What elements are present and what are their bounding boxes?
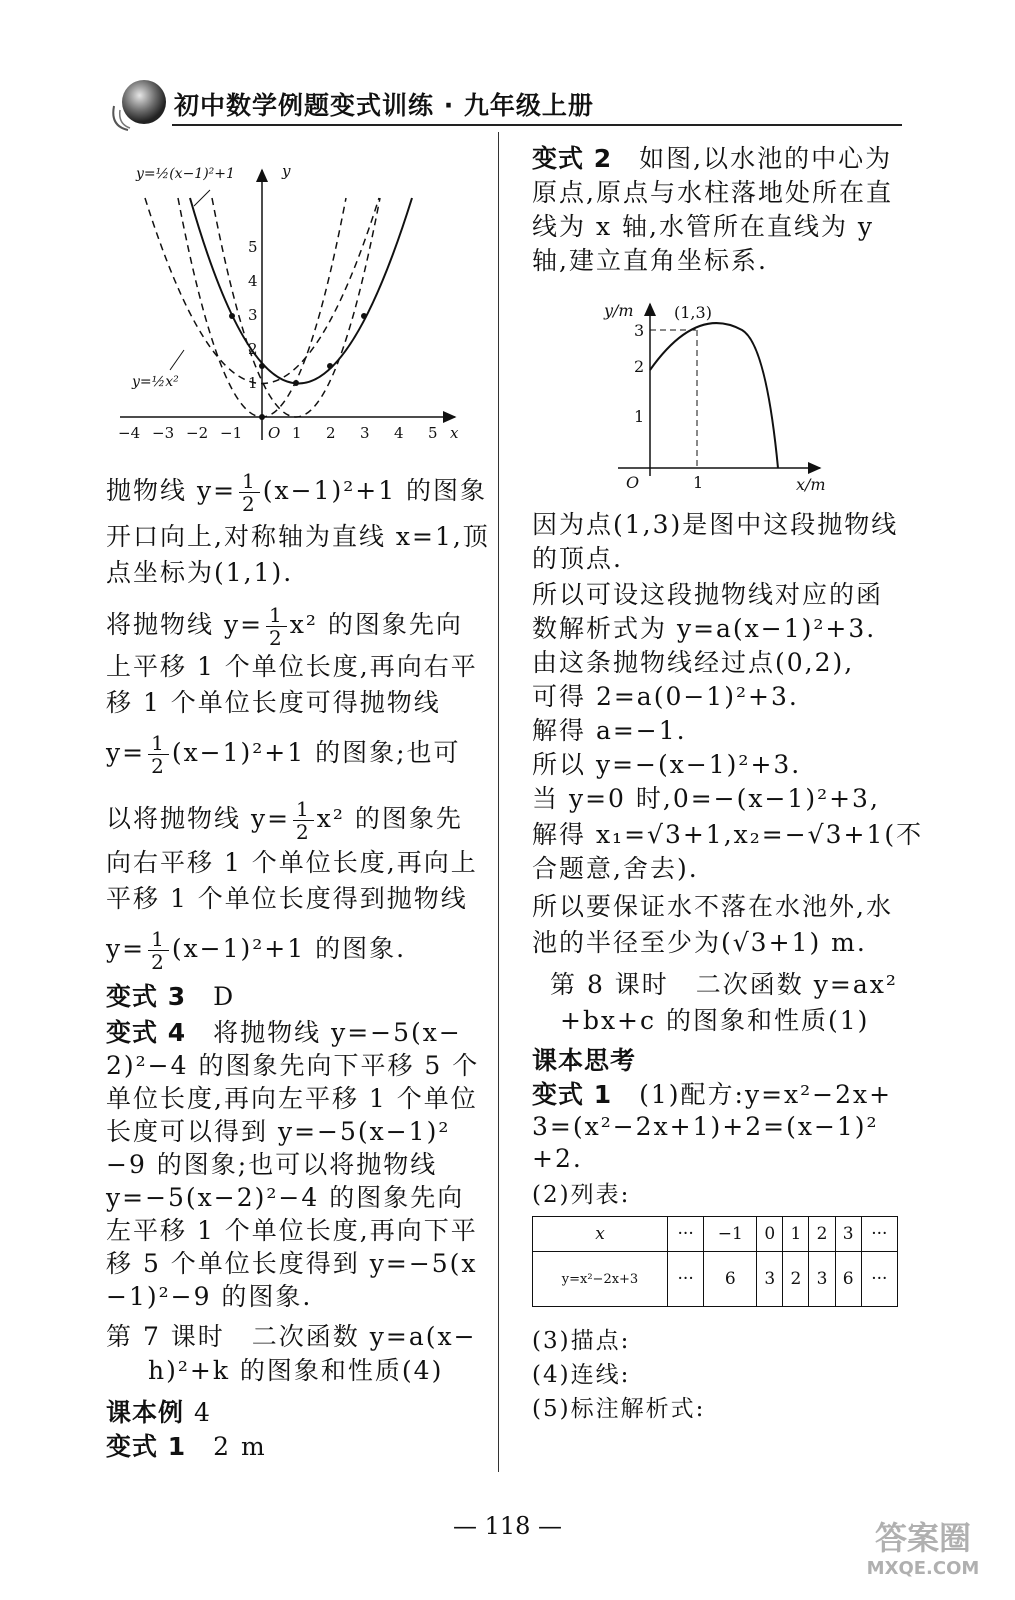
- y-tick: 2: [634, 357, 645, 376]
- left-p2-line8: y= $\frac{1}{2}$ (x−1)²+1 的图象.: [106, 927, 407, 974]
- right-sol-line1: 因为点(1,3)是图中这段抛物线: [532, 510, 899, 539]
- y-tick: 1: [634, 407, 645, 426]
- lesson7-title-line2: h)²+k 的图象和性质(4): [148, 1356, 444, 1385]
- header-rule: [172, 124, 902, 126]
- curve-target: [190, 198, 412, 384]
- left-v4-line2: 2)²−4 的图象先向下平移 5 个: [106, 1051, 480, 1080]
- x-tick: 5: [428, 424, 438, 442]
- left-p2-line4: y= $\frac{1}{2}$ (x−1)²+1 的图象;也可: [106, 731, 461, 778]
- right-v2-line4: 轴,建立直角坐标系.: [532, 246, 768, 275]
- y-tick: 3: [248, 306, 258, 324]
- origin-label: O: [268, 424, 281, 442]
- right-sol-line4: 数解析式为 y=a(x−1)²+3.: [532, 614, 877, 643]
- left-p1-line1: 抛物线 y= $\frac{1}{2}$ (x−1)²+1 的图象: [106, 469, 488, 516]
- origin-label: O: [626, 473, 640, 492]
- table-row: [533, 1217, 898, 1252]
- left-p2-line7: 平移 1 个单位长度得到抛物线: [106, 884, 468, 913]
- table-cell: y=x²−2x+3: [533, 1252, 668, 1307]
- right-sol-line11: 合题意,舍去).: [532, 854, 699, 883]
- left-v1: 变式 1 2 m: [106, 1432, 267, 1461]
- left-p2-line3: 移 1 个单位长度可得抛物线: [106, 688, 441, 717]
- x-tick: 2: [326, 424, 336, 442]
- left-p1-line3: 点坐标为(1,1).: [106, 558, 294, 587]
- left-v4-line8: 移 5 个单位长度得到 y=−5(x: [106, 1249, 478, 1278]
- right-sol-line7: 解得 a=−1.: [532, 716, 687, 745]
- x-tick: −3: [152, 424, 175, 442]
- x-tick: −4: [118, 424, 141, 442]
- right-sol-line10: 解得 x₁=√3+1,x₂=−√3+1(不: [532, 820, 924, 849]
- value-table: [532, 1216, 898, 1307]
- right-sol-line8: 所以 y=−(x−1)²+3.: [532, 750, 802, 779]
- right-v1-line1: 变式 1 (1)配方:y=x²−2x+: [532, 1080, 893, 1109]
- right-sol-line12: 所以要保证水不落在水池外,水: [532, 892, 893, 921]
- left-v4-line9: −1)²−9 的图象.: [106, 1282, 313, 1311]
- y-tick: 5: [248, 238, 258, 256]
- table-cell: −1: [704, 1217, 757, 1252]
- right-v2-line1: 变式 2 如图,以水池的中心为: [532, 144, 893, 173]
- x-axis-label: x: [450, 424, 459, 442]
- right-v2-line3: 线为 x 轴,水管所在直线为 y: [532, 212, 875, 241]
- left-v4-line3: 单位长度,再向左平移 1 个单位: [106, 1084, 478, 1113]
- left-p1-line2: 开口向上,对称轴为直线 x=1,顶: [106, 522, 490, 551]
- table-cell: 6: [704, 1252, 757, 1307]
- vertex-label: (1,3): [674, 303, 712, 322]
- lesson8-title-line1: 第 8 课时 二次函数 y=ax²: [550, 970, 898, 999]
- table-cell: 6: [835, 1252, 861, 1307]
- table-cell: ···: [861, 1217, 897, 1252]
- x-tick: 1: [292, 424, 302, 442]
- left-v4-line6: y=−5(x−2)²−4 的图象先向: [106, 1183, 465, 1212]
- table-cell: 3: [835, 1217, 861, 1252]
- graph1-labels: [118, 162, 459, 442]
- right-sol-line13: 池的半径至少为(√3+1) m.: [532, 928, 867, 957]
- right-sol-line9: 当 y=0 时,0=−(x−1)²+3,: [532, 784, 880, 813]
- fountain-curve: [650, 323, 778, 468]
- left-v4-line1: 变式 4 将抛物线 y=−5(x−: [106, 1018, 462, 1047]
- section-heading: 课本思考: [532, 1046, 637, 1075]
- x-axis-label: x/m: [796, 475, 826, 494]
- right-sol-line3: 所以可设这段抛物线对应的函: [532, 580, 884, 609]
- step-item: (4)连线:: [532, 1362, 631, 1388]
- right-sol-line6: 可得 2=a(0−1)²+3.: [532, 682, 799, 711]
- y-axis-label: y/m: [604, 301, 634, 320]
- x-tick: −2: [186, 424, 209, 442]
- left-p2-line6: 向右平移 1 个单位长度,再向上: [106, 848, 478, 877]
- right-sol-line5: 由这条抛物线经过点(0,2),: [532, 648, 855, 677]
- table-cell: 2: [783, 1252, 809, 1307]
- y-tick: 4: [248, 272, 258, 290]
- table-row: [533, 1252, 898, 1307]
- left-p2-line1: 将抛物线 y= $\frac{1}{2}$ x² 的图象先向: [106, 603, 463, 650]
- left-v4-line7: 左平移 1 个单位长度,再向下平: [106, 1216, 478, 1245]
- x-tick: −1: [220, 424, 243, 442]
- table-cell: 3: [809, 1252, 835, 1307]
- table-cell: 2: [809, 1217, 835, 1252]
- left-example: 课本例 4: [106, 1398, 212, 1427]
- y-tick: 1: [248, 374, 258, 392]
- curve-label-top: y=½(x−1)²+1: [136, 166, 235, 182]
- x-tick: 1: [693, 473, 704, 492]
- table-cell: x: [533, 1217, 668, 1252]
- left-v4-line4: 长度可以得到 y=−5(x−1)²: [106, 1117, 451, 1146]
- page-number: — 118 —: [452, 1512, 563, 1540]
- left-p2-line2: 上平移 1 个单位长度,再向右平: [106, 652, 478, 681]
- y-tick: 3: [634, 321, 645, 340]
- right-v1-line3: +2.: [532, 1144, 583, 1173]
- left-p2-line5: 以将抛物线 y= $\frac{1}{2}$ x² 的图象先: [106, 797, 463, 844]
- right-v2-line2: 原点,原点与水柱落地处所在直: [532, 178, 893, 207]
- table-cell: ···: [861, 1252, 897, 1307]
- step-item: (5)标注解析式:: [532, 1396, 706, 1422]
- header-logo: [108, 76, 168, 132]
- table-cell: 0: [757, 1217, 783, 1252]
- lesson8-title-line2: +bx+c 的图象和性质(1): [560, 1006, 870, 1035]
- table-cell: ···: [668, 1252, 704, 1307]
- left-v3: 变式 3 D: [106, 982, 236, 1011]
- right-sol-line2: 的顶点.: [532, 544, 623, 573]
- list-label: (2)列表:: [532, 1182, 631, 1208]
- x-tick: 3: [360, 424, 370, 442]
- right-v1-line2: 3=(x²−2x+1)+2=(x−1)²: [532, 1112, 879, 1141]
- column-divider: [498, 132, 499, 1472]
- fountain-graph: [598, 298, 838, 498]
- step-item: (3)描点:: [532, 1328, 631, 1354]
- left-v4-line5: −9 的图象;也可以将抛物线: [106, 1150, 438, 1179]
- parabola-graph: [110, 150, 470, 450]
- y-axis-label: y: [282, 162, 291, 180]
- lesson7-title-line1: 第 7 课时 二次函数 y=a(x−: [106, 1322, 477, 1351]
- header-title: 初中数学例题变式训练 · 九年级上册: [174, 91, 594, 120]
- x-tick: 4: [394, 424, 404, 442]
- table-cell: ···: [668, 1217, 704, 1252]
- table-cell: 1: [783, 1217, 809, 1252]
- watermark: 答案圈 MXQE.COM: [866, 1519, 980, 1579]
- curve-label-bottom: y=½x²: [132, 374, 179, 390]
- y-tick: 2: [248, 340, 258, 358]
- table-cell: 3: [757, 1252, 783, 1307]
